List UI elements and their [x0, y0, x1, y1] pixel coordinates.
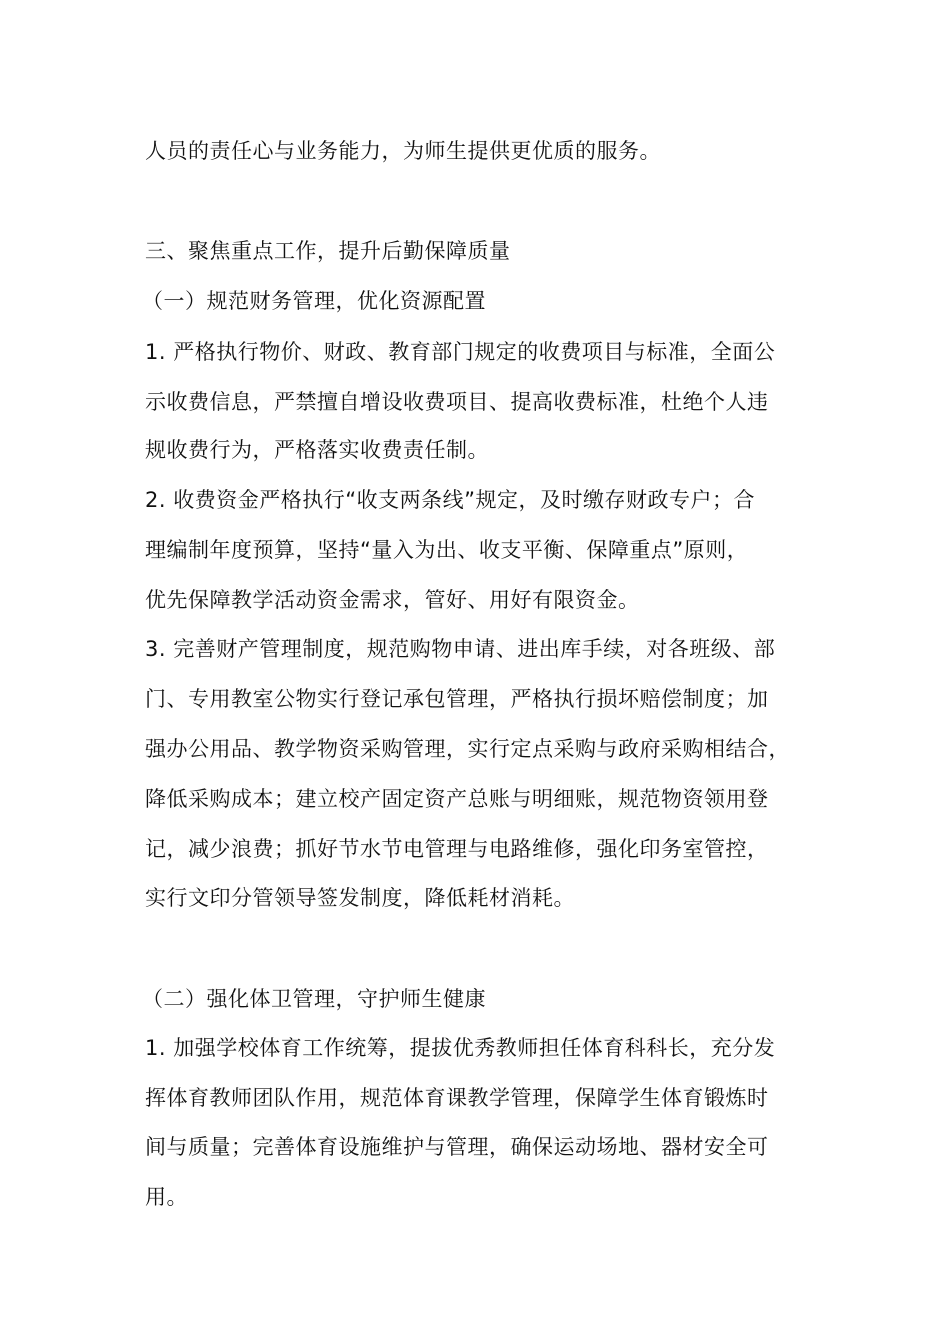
paragraph-line: 人员的责任心与业务能力，为师生提供更优质的服务。: [145, 139, 661, 163]
paragraph-line: 优先保障教学活动资金需求，管好、用好有限资金。: [145, 588, 640, 612]
subsection-heading: （一）规范财务管理，优化资源配置: [142, 289, 486, 313]
paragraph-line: 3. 完善财产管理制度，规范购物申请、进出库手续，对各班级、部: [145, 637, 776, 661]
paragraph-line: 1. 加强学校体育工作统筹，提拔优秀教师担任体育科科长，充分发: [145, 1036, 776, 1060]
paragraph-line: 用。: [145, 1185, 188, 1209]
paragraph-line: 理编制年度预算，坚持“量入为出、收支平衡、保障重点”原则，: [145, 538, 749, 562]
paragraph-line: 2. 收费资金严格执行“收支两条线”规定，及时缴存财政专户；合: [145, 488, 755, 512]
paragraph-line: 降低采购成本；建立校产固定资产总账与明细账，规范物资领用登: [145, 787, 769, 811]
paragraph-line: 规收费行为，严格落实收费责任制。: [145, 438, 489, 462]
paragraph-line: 挥体育教师团队作用，规范体育课教学管理，保障学生体育锻炼时: [145, 1086, 769, 1110]
paragraph-line: 强办公用品、教学物资采购管理，实行定点采购与政府采购相结合，: [145, 737, 790, 761]
paragraph-line: 1. 严格执行物价、财政、教育部门规定的收费项目与标准，全面公: [145, 340, 776, 364]
section-heading: 三、聚焦重点工作，提升后勤保障质量: [145, 239, 511, 263]
paragraph-line: 记，减少浪费；抓好节水节电管理与电路维修，强化印务室管控，: [145, 837, 769, 861]
paragraph-line: 示收费信息，严禁擅自增设收费项目、提高收费标准，杜绝个人违: [145, 390, 769, 414]
paragraph-line: 实行文印分管领导签发制度，降低耗材消耗。: [145, 886, 575, 910]
subsection-heading: （二）强化体卫管理，守护师生健康: [142, 987, 486, 1011]
paragraph-line: 门、专用教室公物实行登记承包管理，严格执行损坏赔偿制度；加: [145, 687, 769, 711]
paragraph-line: 间与质量；完善体育设施维护与管理，确保运动场地、器材安全可: [145, 1135, 769, 1159]
